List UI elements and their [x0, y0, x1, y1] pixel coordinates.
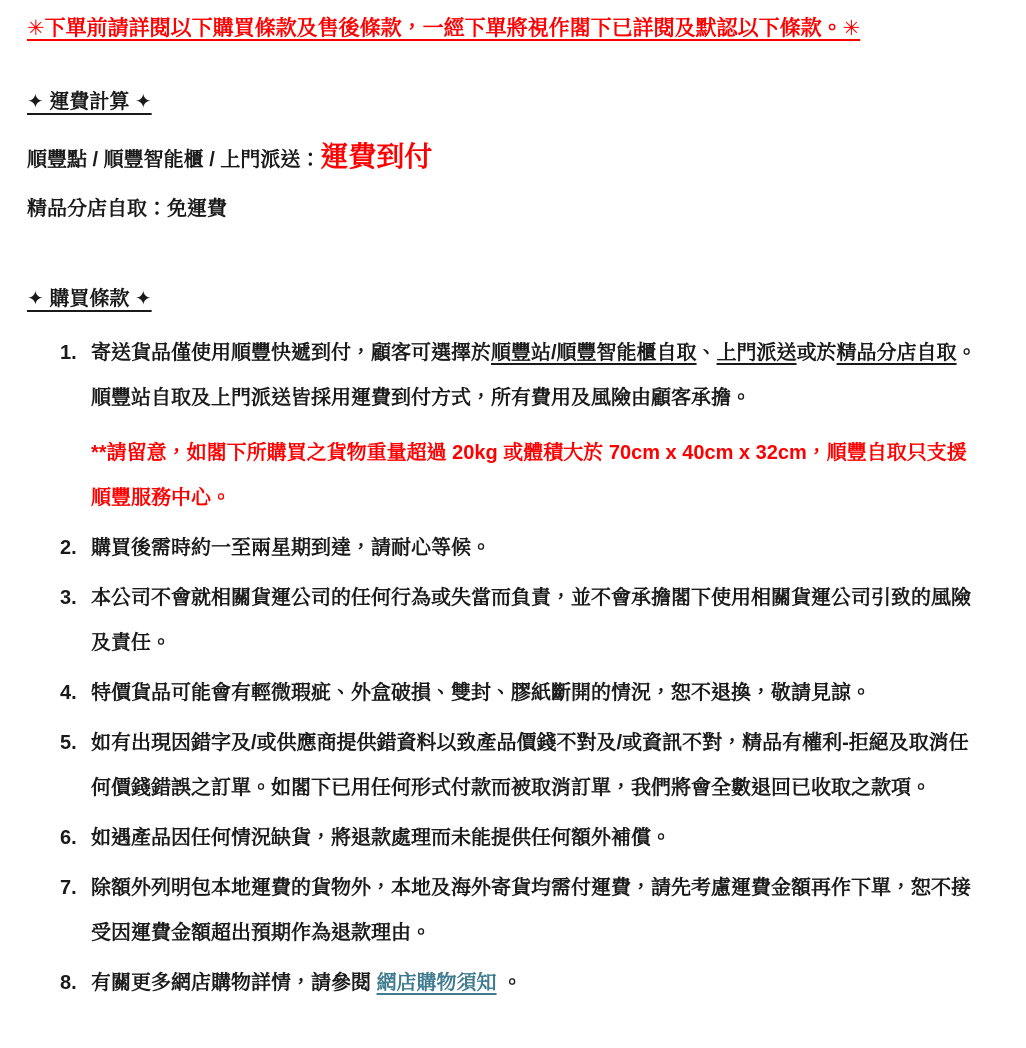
term-1-segment-1: 寄送貨品僅使用順豐快遞到付，顧客可選擇於: [91, 342, 491, 364]
term-item-7: [60, 866, 985, 956]
term-number-8: 8.: [60, 972, 77, 994]
term-body-3: [91, 576, 985, 666]
term-body-1: [91, 331, 985, 521]
term-1-segment-4: 。順豐站自取及上門派送皆採用運費到付方式，所有費用及風險由顧客承擔。: [91, 342, 977, 409]
term-7-paragraph: 除額外列明包本地運費的貨物外，本地及海外寄貨均需付運費，請先考慮運費金額再作下單，恕不接受因運費金額超出預期作為退款理由。: [91, 877, 971, 944]
term-item-6: [60, 816, 985, 861]
freight-collect-value: 運費到付: [320, 141, 433, 172]
shipping-methods-label: 順豐點 / 順豐智能櫃 / 上門派送：: [27, 149, 321, 171]
term-1-paragraph: [91, 331, 985, 421]
term-1-segment-3: 或於: [796, 342, 837, 364]
term-number-5: 5.: [60, 732, 77, 754]
term-body-5: [91, 721, 985, 811]
term-number-2: 2.: [60, 537, 77, 559]
term-6-paragraph: 如遇產品因任何情況缺貨，將退款處理而未能提供任何額外補償。: [91, 827, 671, 849]
term-8-segment-1: 有關更多網店購物詳情，請參閱: [91, 972, 377, 994]
term-5-paragraph: 如有出現因錯字及/或供應商提供錯資料以致產品價錢不對及/或資訊不對，精品有權利-拒絕及取消任何價錢錯誤之訂單。如閣下已用任何形式付款而被取消訂單，我們將會全數退回已收取之款項。: [91, 732, 969, 799]
term-number-6: 6.: [60, 827, 77, 849]
term-number-4: 4.: [60, 682, 77, 704]
term-body-4: [91, 671, 985, 716]
term-number-3: 3.: [60, 587, 77, 609]
weight-size-limit-note: **請留意，如閣下所購買之貨物重量超過 20kg 或體積大於 70cm x 40cm x 32cm，順豐自取只支援順豐服務中心。: [91, 442, 967, 509]
term-body-2: [91, 526, 985, 571]
term-item-4: [60, 671, 985, 716]
term-1-segment-2: 、: [696, 342, 717, 364]
terms-section-heading: ✦ 購買條款 ✦: [27, 288, 152, 310]
term-body-7: [91, 866, 985, 956]
terms-heading-row: [27, 285, 985, 313]
term-8-segment-2: 。: [496, 972, 523, 994]
term-body-8: [91, 961, 985, 1006]
term-item-5: [60, 721, 985, 811]
top-notice: ✳下單前請詳閱以下購買條款及售後條款，一經下單將視作閣下已詳閱及默認以下條款。✳: [27, 17, 861, 40]
term-4-paragraph: 特價貨品可能會有輕微瑕疵、外盒破損、雙封、膠紙斷開的情況，恕不退換，敬請見諒。: [91, 682, 871, 704]
term-2-paragraph: 購買後需時約一至兩星期到達，請耐心等候。: [91, 537, 491, 559]
term-1-underline-store-pickup: 精品分店自取: [836, 342, 957, 364]
term-item-8: [60, 961, 985, 1006]
term-number-1: 1.: [60, 342, 77, 364]
shipping-methods-line: [27, 138, 985, 179]
terms-list: [27, 331, 985, 1006]
term-1-underline-home-delivery: 上門派送: [716, 342, 797, 364]
term-item-1: [60, 331, 985, 521]
term-item-3: [60, 576, 985, 666]
shipping-section-heading: ✦ 運費計算 ✦: [27, 91, 152, 113]
store-pickup-line: 精品分店自取：免運費: [27, 198, 227, 220]
term-1-underline-sf-station: 順豐站/順豐智能櫃自取: [491, 342, 697, 364]
term-number-7: 7.: [60, 877, 77, 899]
term-item-2: [60, 526, 985, 571]
term-8-paragraph: [91, 961, 985, 1006]
term-3-paragraph: 本公司不會就相關貨運公司的任何行為或失當而負責，並不會承擔閣下使用相關貨運公司引致的風險及責任。: [91, 587, 971, 654]
shipping-heading-row: [27, 88, 985, 138]
term-body-6: [91, 816, 985, 861]
online-store-shopping-guide-link[interactable]: 網店購物須知: [376, 972, 497, 994]
